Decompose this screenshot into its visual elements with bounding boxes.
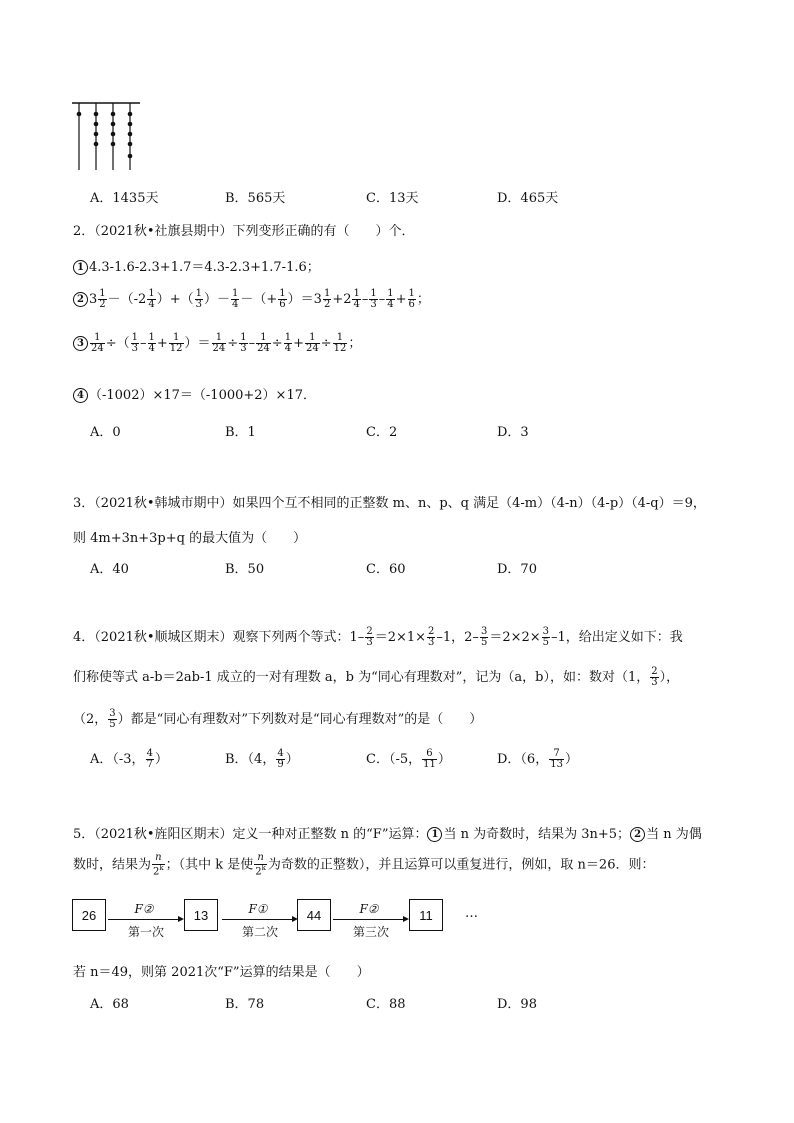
q2-stem: 2．（2021秋•社旗县期中）下列变形正确的有（ ）个． — [73, 224, 415, 239]
q3-option-d[interactable]: D．70 — [497, 562, 537, 577]
q3-option-a[interactable]: A．40 — [90, 562, 129, 577]
q4-line-2-text: 们称使等式 a-b＝2ab-1 成立的一对有理数 a，b 为“同心有理数对”，记为（a，b），如：数对（1， — [73, 670, 650, 685]
diagram-step-3: 第三次 — [352, 925, 389, 939]
q3-option-c[interactable]: C．60 — [366, 562, 406, 577]
q2-option-d[interactable]: D．3 — [497, 425, 529, 440]
q5-stem-part-5: ；（其中 k 是使 — [165, 857, 254, 873]
q5-question: 若 n＝49，则第 2021次“F”运算的结果是（ ） — [73, 965, 370, 980]
circled-2-icon: 2 — [630, 827, 645, 842]
q4-stem-line-1: 4．（2021秋•顺城区期末）观察下列两个等式：1– $\frac{2}{3}$ ＝2×1× $\frac{2}{3}$ –1，2– $\frac{3}{5}$ ＝2×2× $\frac{3}{5}$ –1，给出定义如下：我 — [73, 625, 683, 648]
q2-option-c[interactable]: C．2 — [366, 425, 398, 440]
diagram-box-1: 26 — [72, 899, 106, 931]
q4-option-c[interactable]: C．（-5， $\frac{6}{11}$ ） — [366, 747, 451, 770]
q2-item-1 — [73, 256, 320, 275]
q5-stem-part-3: 当 n 为偶 — [646, 827, 702, 842]
q1-option-c[interactable]: C．13天 — [366, 191, 419, 206]
diagram-step-1: 第一次 — [127, 925, 164, 939]
q5-stem-part-2: 当 n 为奇数时，结果为 3n+5； — [443, 827, 631, 842]
q1-option-d[interactable]: D．465天 — [497, 191, 559, 206]
abacus-figure — [72, 100, 142, 172]
circled-3-icon: 3 — [73, 336, 88, 351]
q3-option-b[interactable]: B．50 — [225, 562, 265, 577]
q4-option-d-label: D．（6， — [497, 752, 549, 767]
q4-stem-line-2: 们称使等式 a-b＝2ab-1 成立的一对有理数 a，b 为“同心有理数对”，记为（a，b），如：数对（1， $\frac{2}{3}$ ）， — [73, 665, 680, 688]
diagram-box-3: 44 — [297, 899, 331, 931]
q4-option-a[interactable]: A．（-3， $\frac{4}{7}$ ） — [90, 747, 168, 770]
q4-option-b-label: B．（4， — [225, 752, 276, 767]
diagram-arrow-3 — [333, 919, 407, 920]
circled-2-icon: 2 — [73, 292, 88, 307]
q2-item-4-text: （-1002）×17＝（-1000+2）×17． — [89, 388, 316, 403]
q4-option-c-label: C．（-5， — [366, 752, 422, 767]
q4-stem-line-3: （2， $\frac{3}{5}$ ）都是“同心有理数对”下列数对是“同心有理数对”的是（ ） — [73, 707, 483, 730]
q5-stem-part-6: 为奇数的正整数），并且运算可以重复进行，例如，取 n＝26．则： — [267, 857, 655, 873]
q4-option-a-label: A．（-3， — [90, 752, 145, 767]
q4-option-d[interactable]: D．（6， $\frac{7}{13}$ ） — [497, 747, 578, 770]
q2-option-a[interactable]: A．0 — [90, 425, 121, 440]
q5-option-d[interactable]: D．98 — [497, 997, 537, 1012]
q3-stem-line-1: 3．（2021秋•韩城市期中）如果四个互不相同的正整数 m、n、p、q 满足（4-m）（4-n）（4-p）（4-q）＝9， — [73, 496, 706, 511]
circled-1-icon: 1 — [427, 827, 442, 842]
q4-option-b[interactable]: B．（4， $\frac{4}{9}$ ） — [225, 747, 299, 770]
q2-option-b[interactable]: B．1 — [225, 425, 256, 440]
q5-option-a[interactable]: A．68 — [90, 997, 129, 1012]
q2-item-1-text: 4.3-1.6-2.3+1.7＝4.3-2.3+1.7-1.6； — [89, 260, 320, 275]
q2-item-3: 3 $\frac{1}{24}$ ÷（ $\frac{1}{3}$ – $\frac{1}{4}$ + $\frac{1}{12}$ ）＝ $\frac{1}{24}$ ÷ $\frac{1}{3}$ – $\frac{1}{24}$ ÷ $\frac{1}{4}$ + $\frac{1}{24}$ ÷ $\frac{1}{12}$ ； — [73, 332, 361, 355]
q1-option-a[interactable]: A．1435天 — [90, 191, 159, 206]
diagram-op-1: F② — [134, 902, 154, 916]
diagram-box-2: 13 — [184, 899, 218, 931]
diagram-arrow-1 — [108, 919, 182, 920]
q1-option-b[interactable]: B．565天 — [225, 191, 286, 206]
q5-stem-part-4: 数时，结果为 — [73, 857, 152, 873]
q3-stem-line-2: 则 4m+3n+3p+q 的最大值为（ ） — [73, 531, 307, 546]
q4-stem-part-2: ，给出定义如下：我 — [565, 630, 683, 645]
circled-4-icon: 4 — [73, 388, 88, 403]
diagram-op-3: F② — [359, 902, 379, 916]
q5-stem-line-2: 数时，结果为 $\frac{n}{2^k}$ ；（其中 k 是使 $\frac{n}{2^k}$ 为奇数的正整数），并且运算可以重复进行，例如，取 n＝26．则： — [73, 852, 655, 877]
q4-line-3-text: 都是“同心有理数对”下列数对是“同心有理数对”的是（ ） — [130, 712, 483, 727]
diagram-op-2: F① — [248, 902, 268, 916]
q2-item-2: 2 3 $\frac{1}{2}$ －（-2 $\frac{1}{4}$ ）+（ $\frac{1}{3}$ ）－ $\frac{1}{4}$ －（+ $\frac{1}{6}$ ）＝3 $\frac{1}{2}$ +2 $\frac{1}{4}$ – $\frac{1}{3}$ – $\frac{1}{4}$ + $\frac{1}{6}$ ； — [73, 288, 430, 311]
q4-stem-part-1: 4．（2021秋•顺城区期末）观察下列两个等式： — [73, 630, 350, 645]
q5-stem-part-1: 5．（2021秋•旌阳区期末）定义一种对正整数 n 的“F”运算： — [73, 827, 428, 842]
q5-option-c[interactable]: C．88 — [366, 997, 406, 1012]
q5-option-b[interactable]: B．78 — [225, 997, 265, 1012]
q5-stem-line-1 — [73, 823, 702, 842]
diagram-step-2: 第二次 — [241, 925, 278, 939]
diagram-ellipsis: … — [465, 906, 478, 921]
circled-1-icon: 1 — [73, 260, 88, 275]
diagram-arrow-2 — [222, 919, 296, 920]
diagram-box-4: 11 — [409, 899, 443, 931]
q2-item-4 — [73, 384, 316, 403]
